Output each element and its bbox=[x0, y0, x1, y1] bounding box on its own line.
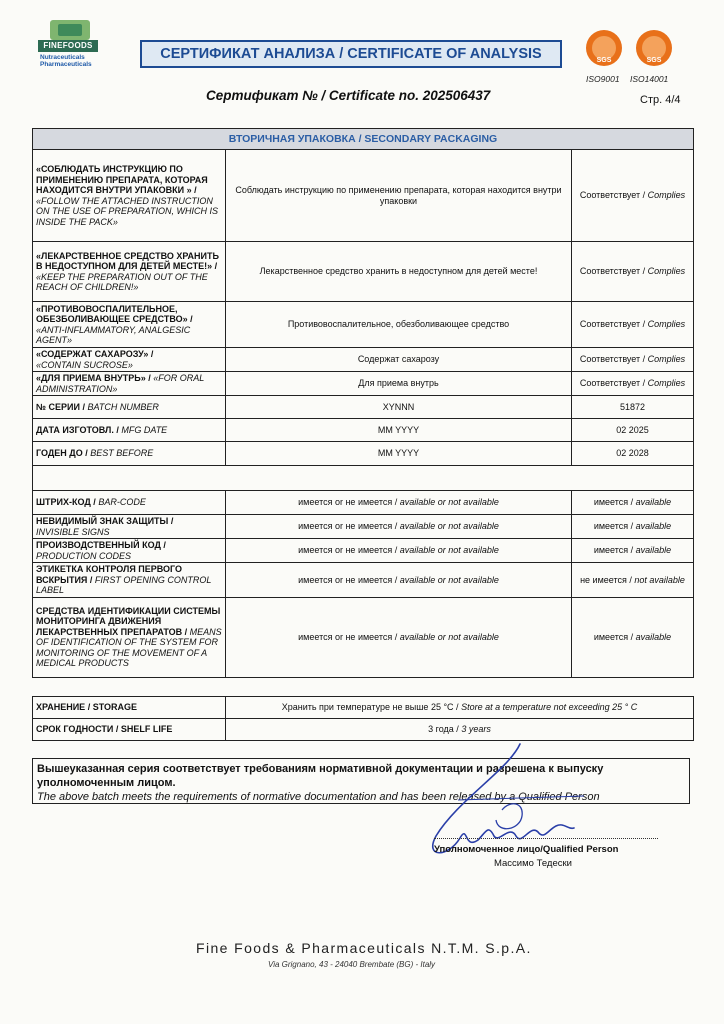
storage-table bbox=[32, 696, 694, 741]
qualified-person-name: Массимо Тедески bbox=[494, 858, 572, 869]
row-label: ГОДЕН ДО / BEST BEFORE bbox=[33, 442, 226, 466]
svg-text:SGS: SGS bbox=[646, 57, 662, 64]
page-number: Стр. 4/4 bbox=[640, 94, 681, 106]
table-row bbox=[33, 442, 694, 466]
table-row bbox=[33, 302, 694, 348]
row-label: ДАТА ИЗГОТОВЛ. / MFG DATE bbox=[33, 419, 226, 442]
row-result: 02 2025 bbox=[572, 419, 694, 442]
row-spec: Для приема внутрь bbox=[226, 372, 572, 396]
row-result: 51872 bbox=[572, 396, 694, 419]
row-label: «ЛЕКАРСТВЕННОЕ СРЕДСТВО ХРАНИТЬ В НЕДОСТУПНОМ ДЛЯ ДЕТЕЙ МЕСТЕ!» / «KEEP THE PREPARATION OUT OF THE REACH OF CHILDREN!» bbox=[33, 242, 226, 302]
table-row bbox=[33, 396, 694, 419]
table-row bbox=[33, 697, 694, 719]
table-row bbox=[33, 539, 694, 563]
storage-value: Хранить при температуре не выше 25 °C / Store at a temperature not exceeding 25 ° C bbox=[226, 697, 694, 719]
iso-certifications bbox=[582, 28, 694, 88]
company-address: Via Grignano, 43 - 24040 Brembate (BG) - Italy bbox=[268, 960, 436, 969]
row-result: не имеется / not available bbox=[572, 563, 694, 598]
row-spec: MM YYYY bbox=[226, 419, 572, 442]
table-row bbox=[33, 150, 694, 242]
row-result: имеется / available bbox=[572, 597, 694, 677]
statement-en: The above batch meets the requirements of normative documentation and has been released by a Qualified Person bbox=[37, 791, 600, 803]
row-spec: имеется or не имеется / available or not available bbox=[226, 539, 572, 563]
sgs-badge-icon bbox=[634, 28, 674, 68]
row-label: ПРОИЗВОДСТВЕННЫЙ КОД / PRODUCTION CODES bbox=[33, 539, 226, 563]
signature-line bbox=[434, 838, 658, 839]
spacer-row bbox=[33, 466, 694, 491]
row-label: «СОБЛЮДАТЬ ИНСТРУКЦИЮ ПО ПРИМЕНЕНИЮ ПРЕПАРАТА, КОТОРАЯ НАХОДИТСЯ ВНУТРИ УПАКОВКИ » / «FOLLOW THE ATTACHED INSTRUCTION ON THE USE OF PREPARATION, WHICH IS INSIDE THE PACK» bbox=[33, 150, 226, 242]
logo-text: FINEFOODS bbox=[38, 40, 98, 52]
row-label: «ПРОТИВОВОСПАЛИТЕЛЬНОЕ, ОБЕЗБОЛИВАЮЩЕЕ СРЕДСТВО» / «ANTI-INFLAMMATORY, ANALGESIC AGENT» bbox=[33, 302, 226, 348]
statement-ru: Вышеуказанная серия соответствует требованиям нормативной документации и разрешена к выпуску уполномоченным лицом. bbox=[37, 763, 604, 789]
table-row bbox=[33, 372, 694, 396]
row-result: Соответствует / Complies bbox=[572, 302, 694, 348]
shelf-life-value: 3 года / 3 years bbox=[226, 719, 694, 741]
table-row bbox=[33, 491, 694, 515]
sgs-badge-icon bbox=[584, 28, 624, 68]
row-spec: имеется or не имеется / available or not available bbox=[226, 515, 572, 539]
table-row bbox=[33, 348, 694, 372]
row-result: имеется / available bbox=[572, 491, 694, 515]
row-spec: Противовоспалительное, обезболивающее средство bbox=[226, 302, 572, 348]
row-spec: имеется or не имеется / available or not available bbox=[226, 597, 572, 677]
row-label: НЕВИДИМЫЙ ЗНАК ЗАЩИТЫ / INVISIBLE SIGNS bbox=[33, 515, 226, 539]
iso-14001-label: ISO14001 bbox=[630, 74, 669, 84]
section-title: ВТОРИЧНАЯ УПАКОВКА / SECONDARY PACKAGING bbox=[33, 129, 694, 150]
certificate-number: Сертификат № / Certificate no. 202506437 bbox=[206, 88, 491, 103]
table-row bbox=[33, 419, 694, 442]
shelf-life-label: СРОК ГОДНОСТИ / SHELF LIFE bbox=[33, 719, 226, 741]
row-spec: MM YYYY bbox=[226, 442, 572, 466]
document-title: СЕРТИФИКАТ АНАЛИЗА / CERTIFICATE OF ANALYSIS bbox=[140, 40, 562, 68]
row-label: «ДЛЯ ПРИЕМА ВНУТРЬ» / «FOR ORAL ADMINISTRATION» bbox=[33, 372, 226, 396]
row-spec: имеется or не имеется / available or not available bbox=[226, 491, 572, 515]
row-result: Соответствует / Complies bbox=[572, 242, 694, 302]
company-logo bbox=[38, 18, 110, 68]
row-spec: имеется or не имеется / available or not available bbox=[226, 563, 572, 598]
row-label: ШТРИХ-КОД / BAR-CODE bbox=[33, 491, 226, 515]
row-result: Соответствует / Complies bbox=[572, 150, 694, 242]
table-row bbox=[33, 515, 694, 539]
section-header-row bbox=[33, 129, 694, 150]
table-row bbox=[33, 719, 694, 741]
row-spec: Содержат сахарозу bbox=[226, 348, 572, 372]
row-label: СРЕДСТВА ИДЕНТИФИКАЦИИ СИСТЕМЫ МОНИТОРИНГА ДВИЖЕНИЯ ЛЕКАРСТВЕННЫХ ПРЕПАРАТОВ / MEANS OF IDENTIFICATION OF THE SYSTEM FOR MONITORING OF THE MOVEMENT OF A MEDICAL PRODUCTS bbox=[33, 597, 226, 677]
row-label: ЭТИКЕТКА КОНТРОЛЯ ПЕРВОГО ВСКРЫТИЯ / FIRST OPENING CONTROL LABEL bbox=[33, 563, 226, 598]
row-spec: XYNNN bbox=[226, 396, 572, 419]
company-name: Fine Foods & Pharmaceuticals N.T.M. S.p.A. bbox=[196, 940, 532, 956]
row-result: Соответствует / Complies bbox=[572, 348, 694, 372]
logo-subtitle: Nutraceuticals Pharmaceuticals bbox=[40, 54, 92, 68]
table-row bbox=[33, 563, 694, 598]
table-row bbox=[33, 597, 694, 677]
row-result: 02 2028 bbox=[572, 442, 694, 466]
table-row bbox=[33, 242, 694, 302]
qualified-person-role: Уполномоченное лицо/Qualified Person bbox=[434, 844, 619, 855]
iso-9001-label: ISO9001 bbox=[586, 74, 620, 84]
row-spec: Лекарственное средство хранить в недоступном для детей месте! bbox=[226, 242, 572, 302]
row-label: «СОДЕРЖАТ САХАРОЗУ» / «CONTAIN SUCROSE» bbox=[33, 348, 226, 372]
row-result: имеется / available bbox=[572, 539, 694, 563]
storage-label: ХРАНЕНИЕ / STORAGE bbox=[33, 697, 226, 719]
svg-text:SGS: SGS bbox=[596, 57, 612, 64]
row-result: имеется / available bbox=[572, 515, 694, 539]
row-spec: Соблюдать инструкцию по применению препарата, которая находится внутри упаковки bbox=[226, 150, 572, 242]
logo-emblem-icon bbox=[40, 18, 100, 42]
row-result: Соответствует / Complies bbox=[572, 372, 694, 396]
row-label: № СЕРИИ / BATCH NUMBER bbox=[33, 396, 226, 419]
secondary-packaging-table bbox=[32, 128, 694, 678]
